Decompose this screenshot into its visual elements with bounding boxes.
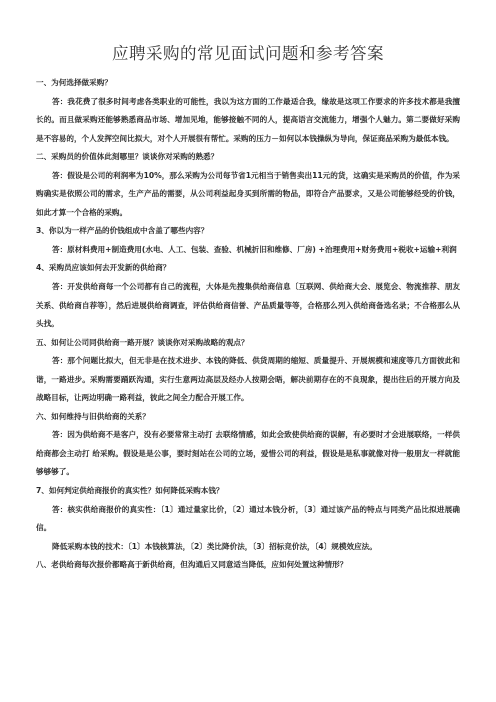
question-heading: 二、采购员的价值体此刻哪里？谈谈你对采购的熟悉？ — [36, 152, 219, 162]
answer-paragraph: 答：假设是公司的利润率为10%，那么采购为公司每节省1元相当于销售卖出11元的货，这确实是采购员的价值，作为采购确实是依照公司的需求，生产产品的需要，从公司利益起身买到所需的物品，即符合产品要求，又是公司能够经受的价钱，如此才算一个合格的采购。 — [36, 170, 460, 217]
answer-paragraph: 答：那个问题比拟大，但无非是在技术进步、本钱的降低、供货周期的缩短、质量提升、开展规模和速度等几方面彼此和谐，一路进步。采购需要踊跃沟通，实行生意两边高层及经办人按期会晤，解决前期存在的不良现象，提出往后的开展方向及战略目标，让两边明确一路利益，彼此之间全力配合开展工作。 — [36, 356, 460, 403]
question-heading: 4、采购员应该如何去开发新的供给商？ — [36, 263, 171, 273]
question-heading: 3、你以为一样产品的价钱组成中含盖了哪些内容？ — [36, 226, 209, 236]
answer-paragraph: 降低采购本钱的技术：〔1〕本钱核算法，〔2〕类比降价法，〔3〕招标竞价法，〔4〕规模效应法。 — [52, 541, 377, 551]
question-heading: 八、老供给商每次报价都略高于新供给商，但沟通后又同意适当降低，应如何处置这种情形？ — [36, 560, 348, 570]
document-body — [36, 74, 460, 575]
answer-paragraph: 答：开发供给商每一个公司都有自己的流程，大体是先搜集供给商信息〔互联网、供给商大会、展览会、物流推荐、朋友关系、供给商自荐等〕，然后进展供给商调查，评估供给商信誉、产品质量等等，合格那么列入供给商备选名录；不合格那么从头找。 — [36, 282, 460, 329]
answer-paragraph: 答：我花费了很多时间考虑各类职业的可能性，我以为这方面的工作最适合我，缘故是这项工作要求的许多技术都是我擅长的。而且做采购还能够熟悉商品市场、增加见地，能够接触不同的人，提高语言交流能力，增强个人魅力。第二要做好采购是不容易的，个人发挥空间比拟大，对个人开展很有帮忙。采购的压力－如何以本钱操纵为导向，保证商品采购为最低本钱。 — [36, 96, 460, 143]
page-title: 应聘采购的常见面试问题和参考答案 — [112, 44, 384, 63]
question-heading: 六、如何维持与旧供给商的关系？ — [36, 411, 150, 421]
question-heading: 7、如何判定供给商报价的真实性？如何降低采购本钱？ — [36, 486, 224, 496]
answer-paragraph: 答：原材料费用+制造费用(水电、人工、包装、查验、机械折旧和维修、厂房) +治理费用+财务费用+税收+运输+利润 — [52, 244, 457, 254]
answer-paragraph: 答：核实供给商报价的真实性：〔1〕通过量家比价，〔2〕通过本钱分析，〔3〕通过该产品的特点与同类产品比拟进展确信。 — [36, 504, 460, 533]
question-heading: 一、为何选择做采购？ — [36, 78, 112, 87]
question-heading: 五、如何让公司同供给商一路开展？谈谈你对采购战略的观点？ — [36, 337, 249, 347]
answer-paragraph: 答：因为供给商不是客户，没有必要常常主动打 去联络情感，如此会致使供给商的误解，有必要时才会进展联络，一样供给商都会主动打 给采购。假设是是公事，要时刻站在公司的立场，爱惜公司的利益，假设是是私事就像对待一般朋友一样就能够够够了。 — [36, 430, 460, 477]
